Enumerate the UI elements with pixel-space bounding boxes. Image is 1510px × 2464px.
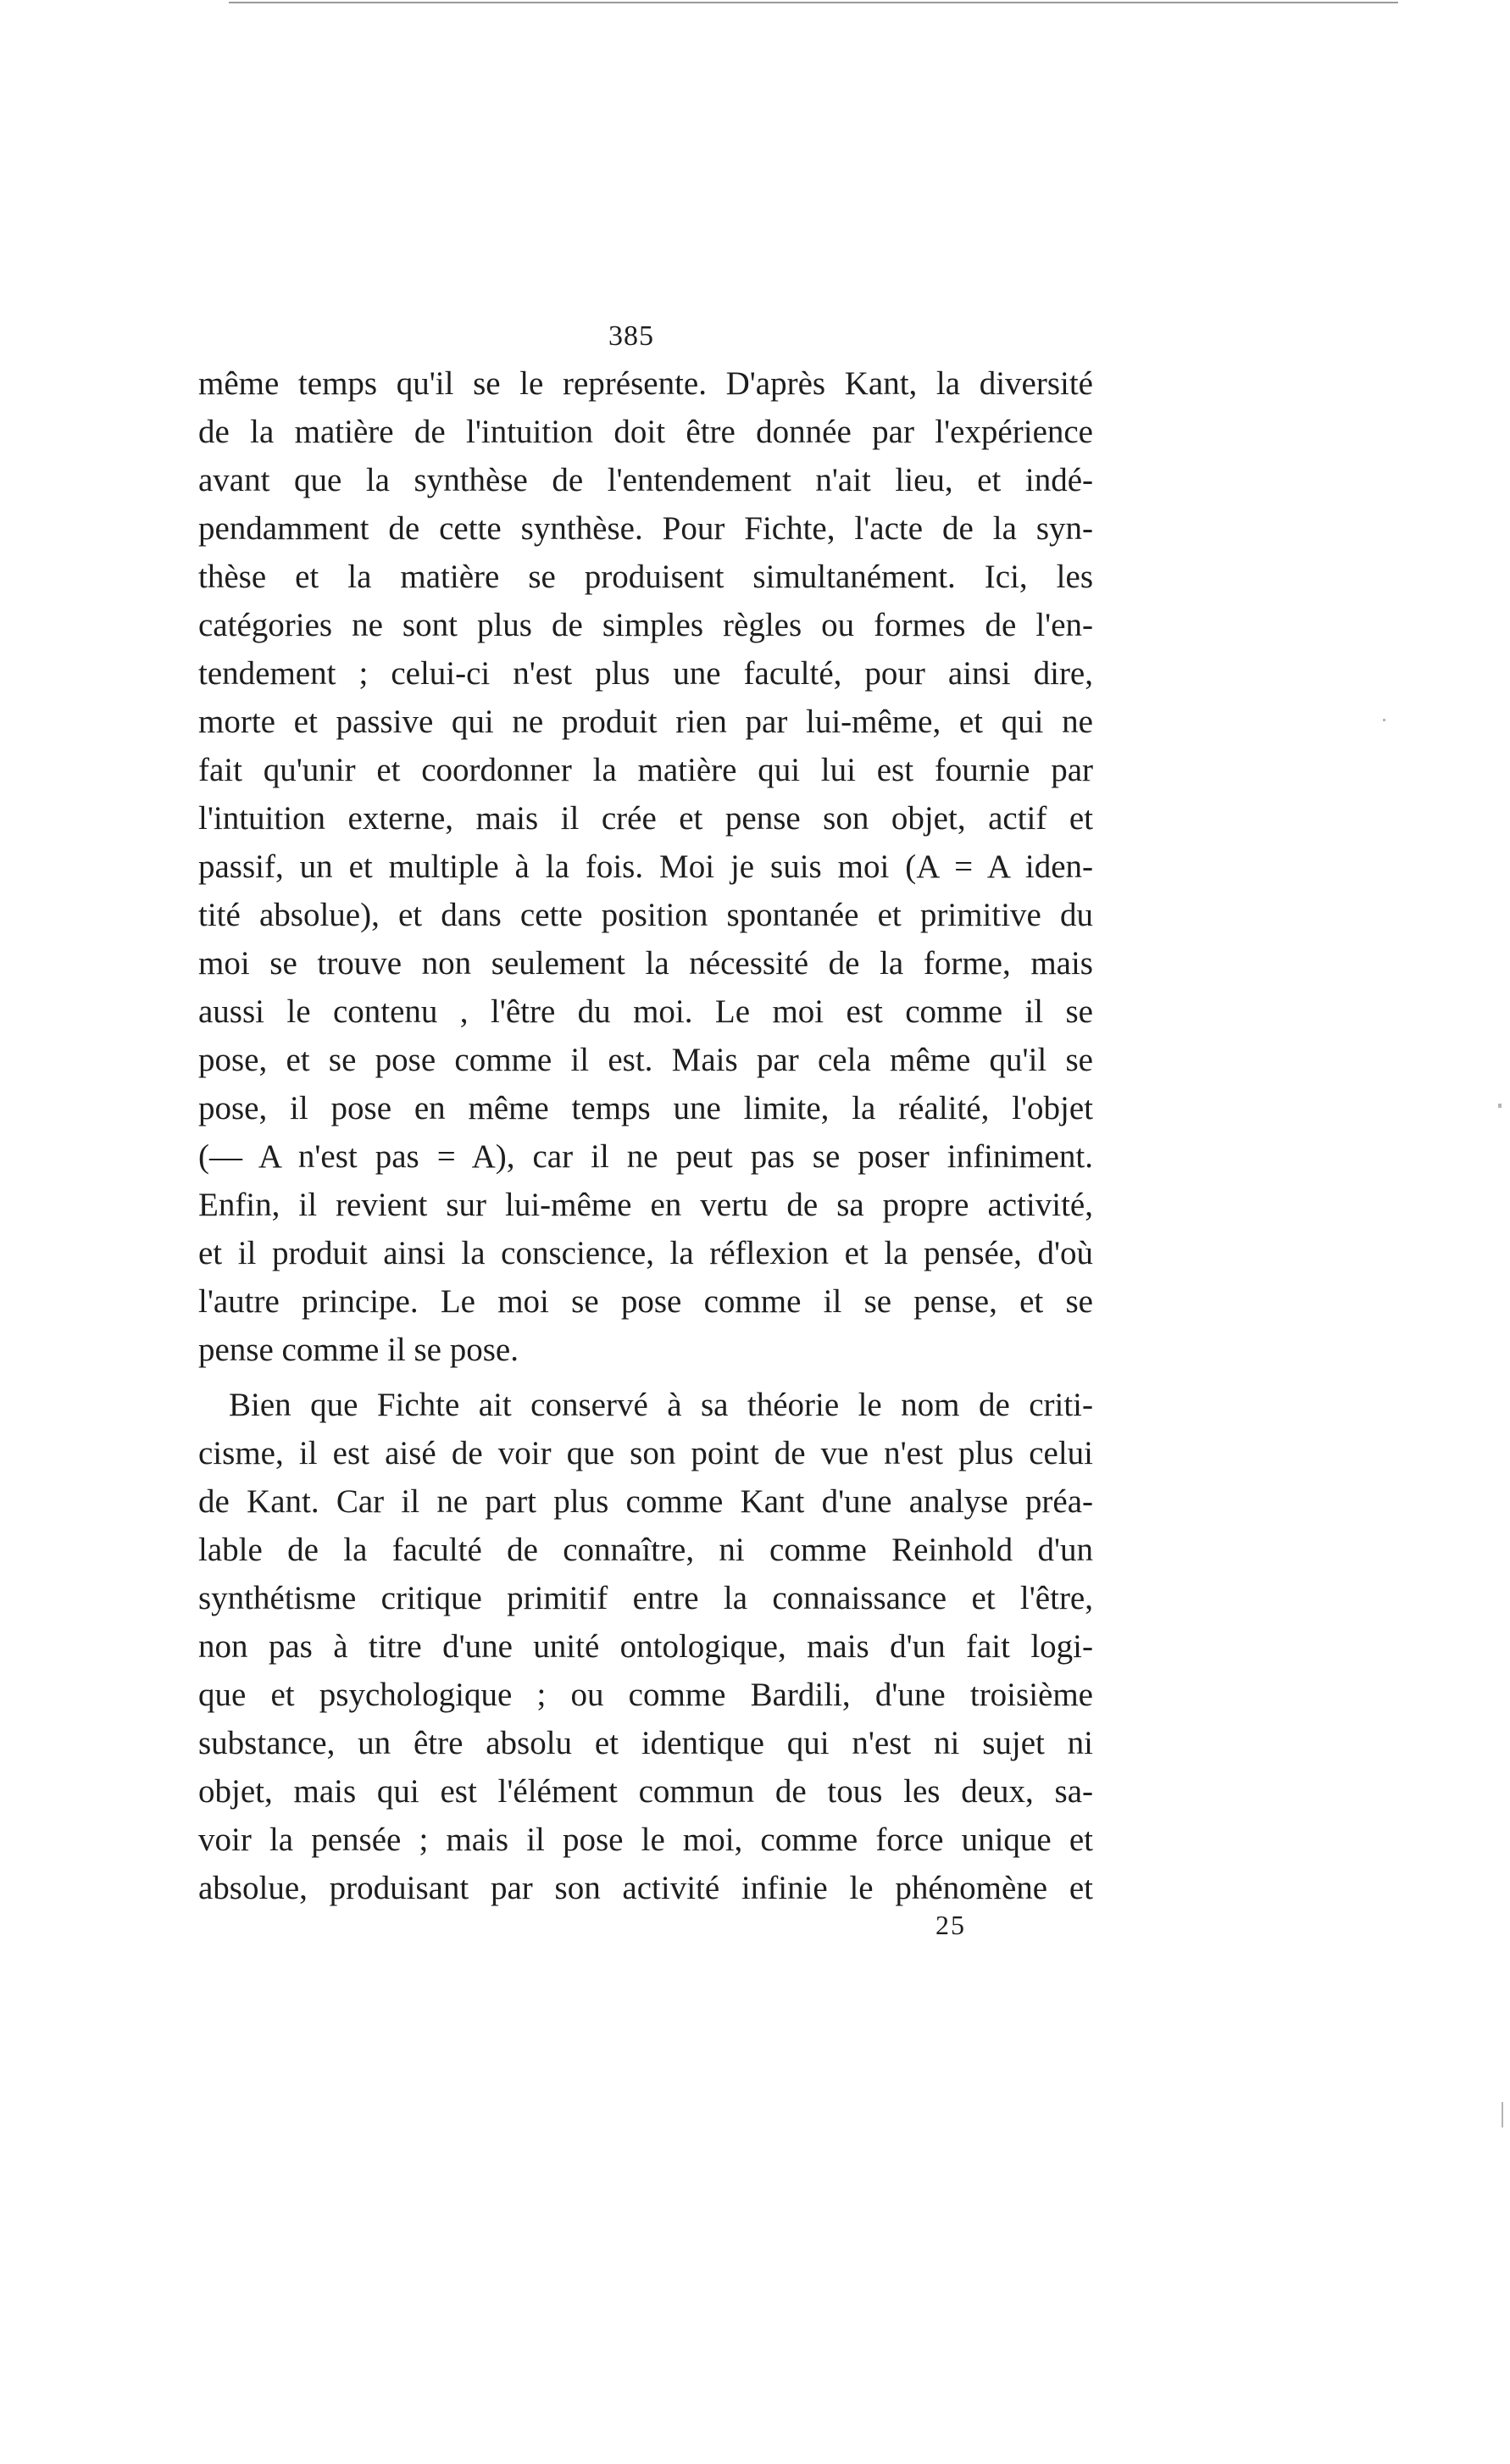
text-line: cisme, il est aisé de voir que son point de vue n'est plus celui bbox=[198, 1435, 1093, 1471]
signature-mark: 25 bbox=[935, 1910, 966, 1940]
text-line: avant que la synthèse de l'entendement n'ait lieu, et indé- bbox=[198, 462, 1093, 498]
text-line: moi se trouve non seulement la nécessité de la forme, mais bbox=[198, 945, 1093, 982]
text-line: de Kant. Car il ne part plus comme Kant d'une analyse préa- bbox=[198, 1483, 1093, 1520]
page-number: 385 bbox=[608, 320, 654, 352]
text-line: passif, un et multiple à la fois. Moi je suis moi (A = A iden- bbox=[198, 848, 1093, 885]
text-line: de la matière de l'intuition doit être donnée par l'expérience bbox=[198, 414, 1093, 450]
text-line: non pas à titre d'une unité ontologique, mais d'un fait logi- bbox=[198, 1628, 1093, 1665]
text-line: pendamment de cette synthèse. Pour Fichte, l'acte de la syn- bbox=[198, 510, 1093, 547]
text-line: pose, il pose en même temps une limite, la réalité, l'objet bbox=[198, 1090, 1093, 1126]
text-line: tité absolue), et dans cette position spontanée et primitive du bbox=[198, 897, 1093, 933]
text-line: que et psychologique ; ou comme Bardili, d'une troisième bbox=[198, 1677, 1093, 1713]
text-line: substance, un être absolu et identique qui n'est ni sujet ni bbox=[198, 1725, 1093, 1761]
text-line: l'autre principe. Le moi se pose comme il se pense, et se bbox=[198, 1283, 1093, 1320]
text-line: thèse et la matière se produisent simultanément. Ici, les bbox=[198, 559, 1093, 595]
text-line: Enfin, il revient sur lui-même en vertu de sa propre activité, bbox=[198, 1187, 1093, 1223]
scan-speck bbox=[1498, 1104, 1502, 1108]
scan-speck bbox=[1383, 719, 1385, 721]
text-line: Bien que Fichte ait conservé à sa théorie le nom de criti- bbox=[229, 1387, 1093, 1423]
text-line: l'intuition externe, mais il crée et pense son objet, actif et bbox=[198, 800, 1093, 837]
text-line: morte et passive qui ne produit rien par lui-même, et qui ne bbox=[198, 704, 1093, 740]
paragraph-2 bbox=[198, 1381, 1093, 1912]
text-line: absolue, produisant par son activité infinie le phénomène et bbox=[198, 1870, 1093, 1906]
text-line: synthétisme critique primitif entre la connaissance et l'être, bbox=[198, 1580, 1093, 1616]
text-line: tendement ; celui-ci n'est plus une faculté, pour ainsi dire, bbox=[198, 655, 1093, 692]
text-line: et il produit ainsi la conscience, la réflexion et la pensée, d'où bbox=[198, 1235, 1093, 1271]
text-line: aussi le contenu , l'être du moi. Le moi est comme il se bbox=[198, 993, 1093, 1030]
text-line: (— A n'est pas = A), car il ne peut pas se poser infiniment. bbox=[198, 1138, 1093, 1175]
text-line: fait qu'unir et coordonner la matière qui lui est fournie par bbox=[198, 752, 1093, 788]
text-line: même temps qu'il se le représente. D'après Kant, la diversité bbox=[198, 365, 1093, 402]
text-line: voir la pensée ; mais il pose le moi, comme force unique et bbox=[198, 1822, 1093, 1858]
paragraph-gap bbox=[198, 1374, 1093, 1381]
text-line: lable de la faculté de connaître, ni comme Reinhold d'un bbox=[198, 1532, 1093, 1568]
body-text bbox=[198, 359, 1093, 1912]
text-line: pense comme il se pose. bbox=[198, 1332, 519, 1368]
scan-speck bbox=[1502, 2102, 1503, 2127]
paragraph-1 bbox=[198, 359, 1093, 1374]
page-top-edge-rule bbox=[229, 2, 1398, 3]
text-line: objet, mais qui est l'élément commun de tous les deux, sa- bbox=[198, 1773, 1093, 1810]
text-line: catégories ne sont plus de simples règles ou formes de l'en- bbox=[198, 607, 1093, 643]
text-line: pose, et se pose comme il est. Mais par cela même qu'il se bbox=[198, 1042, 1093, 1078]
